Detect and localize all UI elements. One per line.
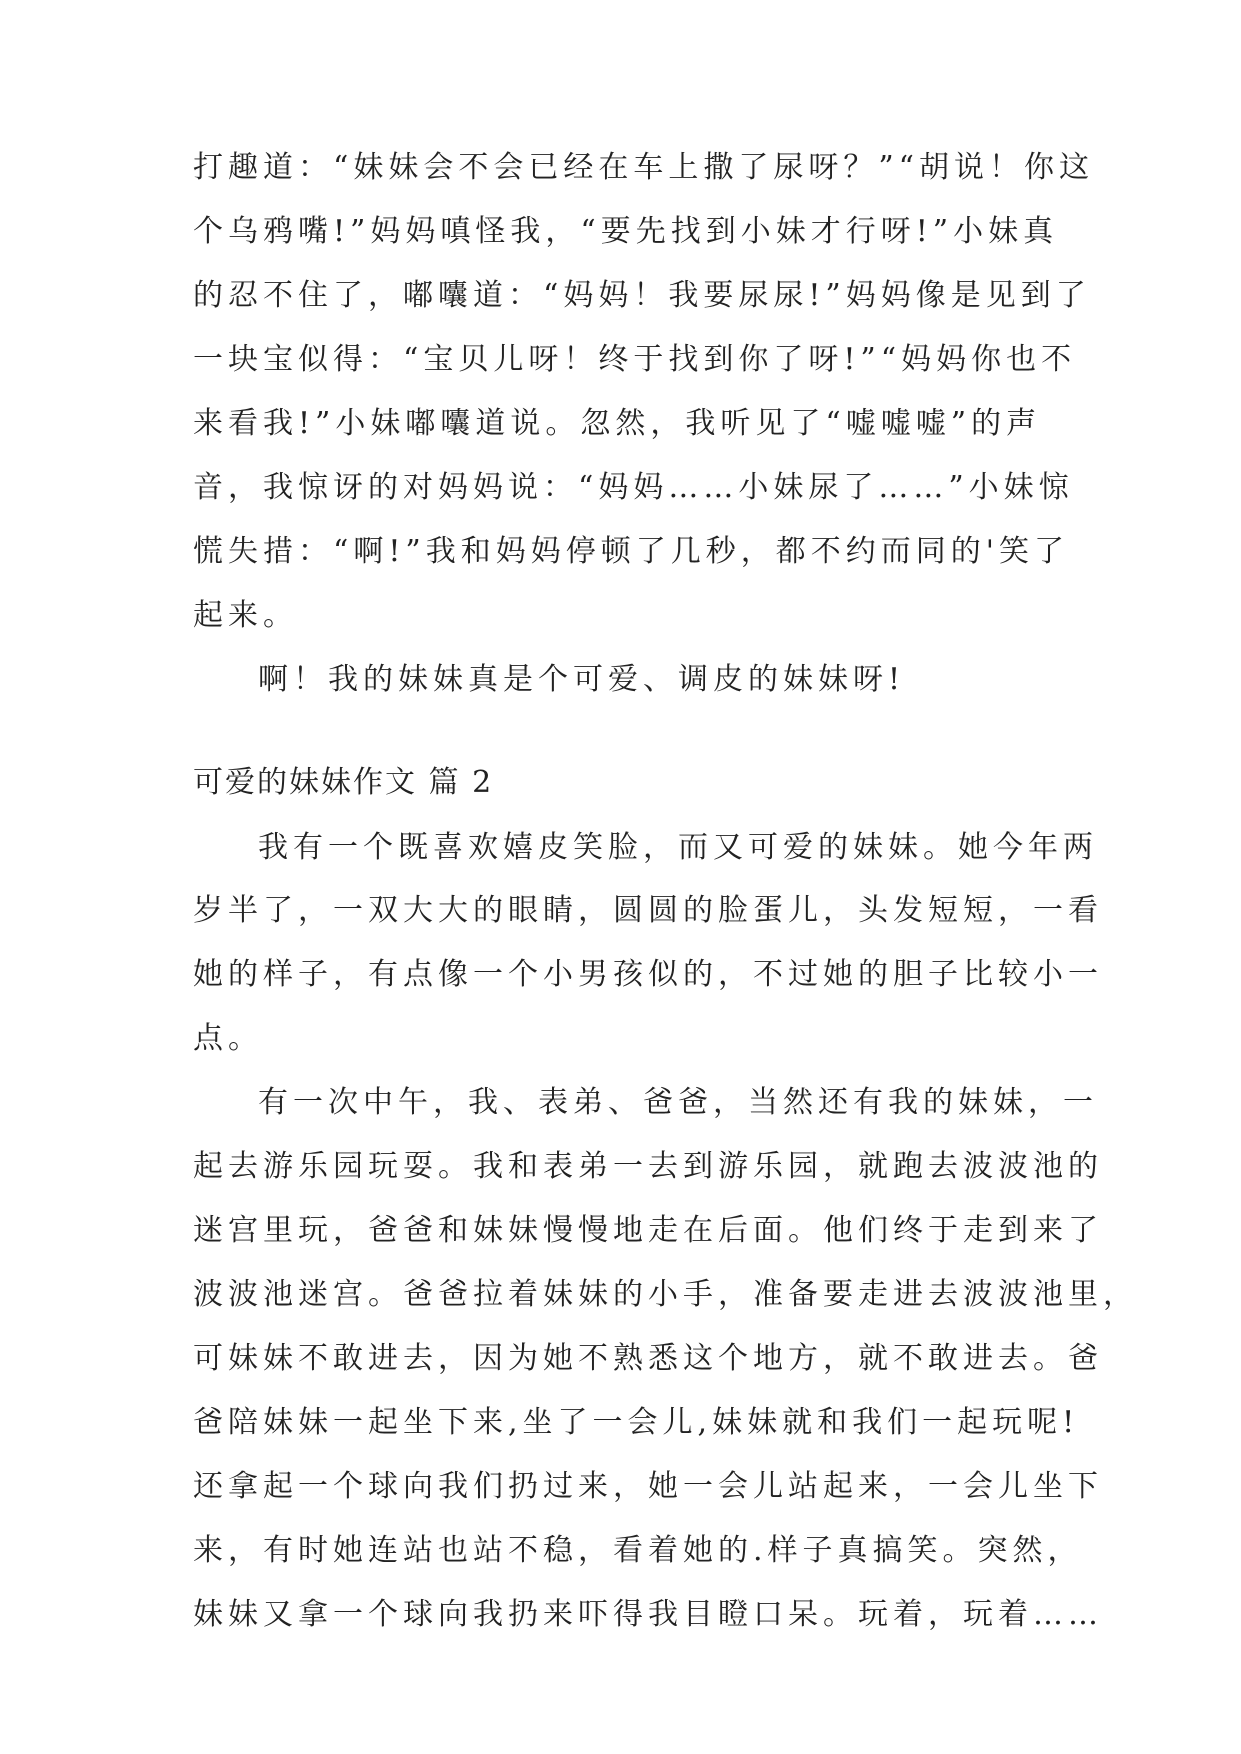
paragraph-line: 点。	[193, 1021, 263, 1056]
paragraph-line: 打趣道：“妹妹会不会已经在车上撒了尿呀？”“胡说！你这	[193, 150, 1095, 185]
paragraph-line: 我有一个既喜欢嬉皮笑脸，而又可爱的妹妹。她今年两	[258, 830, 1098, 865]
paragraph-line: 岁半了，一双大大的眼睛，圆圆的脸蛋儿，头发短短，一看	[193, 893, 1103, 928]
paragraph-line: 一块宝似得：“宝贝儿呀！终于找到你了呀!”“妈妈你也不	[193, 342, 1077, 377]
paragraph-line: 有一次中午，我、表弟、爸爸，当然还有我的妹妹，一	[258, 1085, 1098, 1120]
paragraph-line: 来，有时她连站也站不稳，看着她的.样子真搞笑。突然，	[193, 1533, 1083, 1568]
paragraph-line: 她的样子，有点像一个小男孩似的，不过她的胆子比较小一	[193, 957, 1103, 992]
paragraph-line: 波波池迷宫。爸爸拉着妹妹的小手，准备要走进去波波池里，	[193, 1277, 1138, 1312]
paragraph-line: 来看我!”小妹嘟囔道说。忽然，我听见了“嘘嘘嘘”的声	[193, 406, 1042, 441]
paragraph-line: 个乌鸦嘴!”妈妈嗔怪我，“要先找到小妹才行呀!”小妹真	[193, 214, 1059, 249]
paragraph-line: 爸陪妹妹一起坐下来,坐了一会儿,妹妹就和我们一起玩呢!	[193, 1405, 1080, 1440]
paragraph-line: 的忍不住了，嘟囔道：“妈妈！我要尿尿!”妈妈像是见到了	[193, 278, 1091, 313]
paragraph-line: 可妹妹不敢进去，因为她不熟悉这个地方，就不敢进去。爸	[193, 1341, 1103, 1376]
paragraph-line: 妹妹又拿一个球向我扔来吓得我目瞪口呆。玩着，玩着……	[193, 1597, 1103, 1632]
paragraph-line: 还拿起一个球向我们扔过来，她一会儿站起来，一会儿坐下	[193, 1469, 1103, 1504]
paragraph-line: 起去游乐园玩耍。我和表弟一去到游乐园，就跑去波波池的	[193, 1149, 1103, 1184]
section-heading: 可爱的妹妹作文 篇 2	[193, 765, 494, 800]
paragraph-line: 啊！我的妹妹真是个可爱、调皮的妹妹呀!	[258, 662, 906, 697]
paragraph-line: 迷宫里玩，爸爸和妹妹慢慢地走在后面。他们终于走到来了	[193, 1213, 1103, 1248]
paragraph-line: 音，我惊讶的对妈妈说：“妈妈……小妹尿了……”小妹惊	[193, 470, 1074, 505]
paragraph-line: 慌失措：“啊!”我和妈妈停顿了几秒，都不约而同的'笑了	[193, 534, 1069, 569]
paragraph-line: 起来。	[193, 598, 298, 633]
